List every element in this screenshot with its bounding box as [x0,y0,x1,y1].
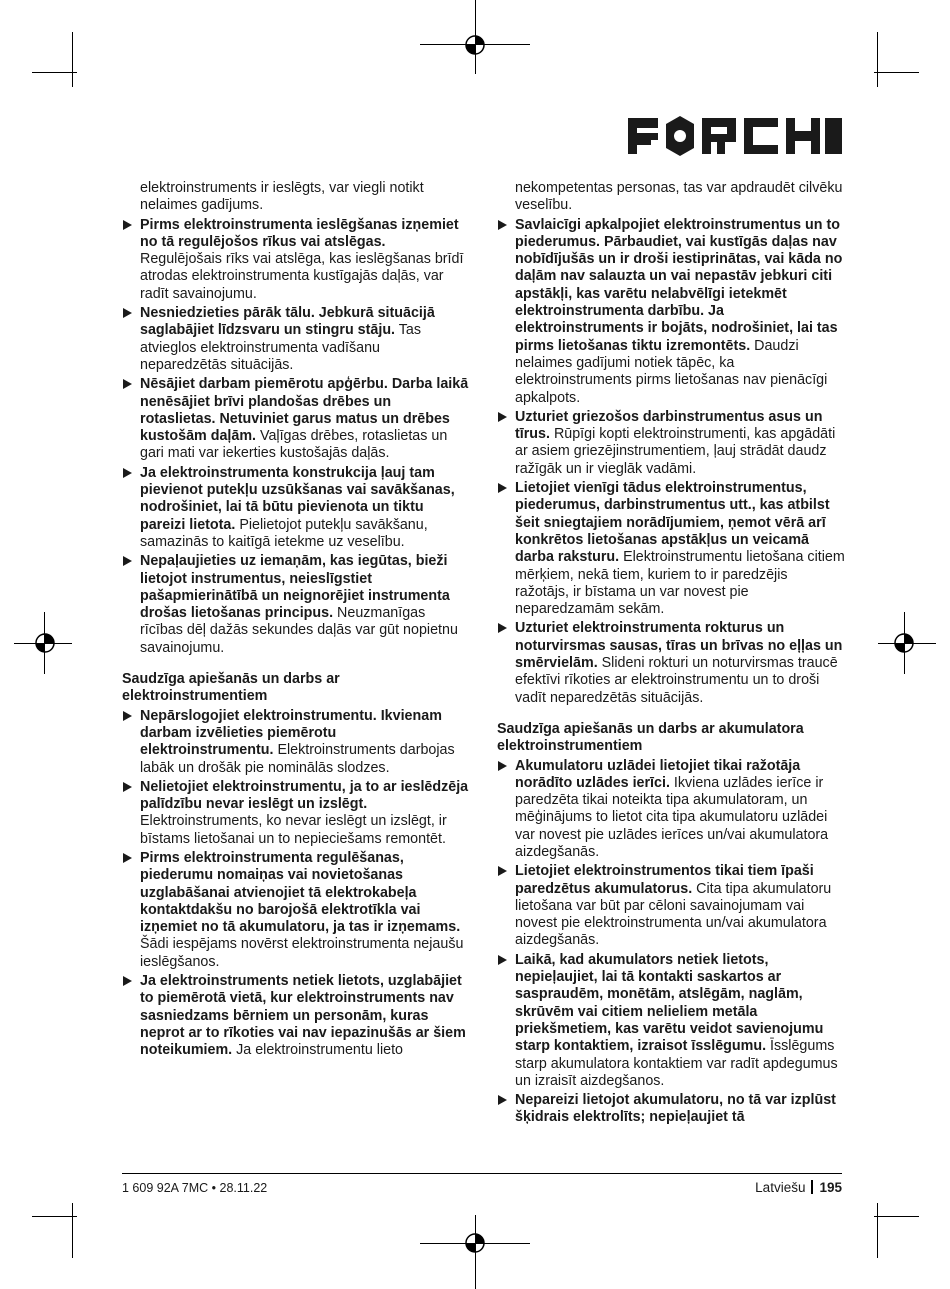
crop-mark [874,72,919,73]
page-number: 195 [819,1180,842,1195]
list-item: Lietojiet elektroinstrumentos tikai tiem īpaši paredzētus akumulatorus. Cita tipa akumulatoru lietošana var būt par cēloni savainojumam vai novest pie elektroinstrumenta un/vai akumulatora aizdegšanās. [497,863,845,949]
list-item: Lietojiet vienīgi tādus elektroinstrumentus, piederumus, darbinstrumentus utt., kas atbilst šeit sniegtajiem norādījumiem, ņemot vērā arī konkrētos lietošanas apstākļus un veicamā darba raksturu. Elektroinstrumentu lietošana citiem mērķiem, nekā tiem, kuriem to ir paredzējis ražotājs, ir bīstama un var novest pie neparedzamām sekām. [497,480,845,618]
list-item: Uzturiet elektroinstrumenta rokturus un noturvirsmas sausas, tīras un brīvas no eļļas un smērvielām. Slideni rokturi un noturvirsmas traucē efektīvi rīkoties ar elektroinstrumentu un to droši vadīt neparedzētās situācijās. [497,620,845,706]
registration-mark-icon [889,628,919,658]
crop-mark [877,1203,878,1258]
crop-mark [32,72,77,73]
list-item: Pirms elektroinstrumenta ieslēgšanas izņemiet no tā regulējošos rīkus vai atslēgas. Regulējošais rīks vai atslēga, kas ieslēgšanas brīdī atrodas elektroinstrumenta kustīgajās daļās, var radīt savainojumu. [122,217,470,303]
registration-mark-icon [460,30,490,60]
bullet-arrow-icon [498,220,507,230]
footer-rule [122,1173,842,1174]
section-heading: Saudzīga apiešanās un darbs ar elektroinstrumentiem [122,671,340,705]
list-item: Nepārslogojiet elektroinstrumentu. Ikvienam darbam izvēlieties piemērotu elektroinstrumentu. Elektroinstruments darbojas labāk un drošāk pie nominālās slodzes. [122,708,470,777]
bullet-arrow-icon [498,623,507,633]
continuation-text: nekompetentas personas, tas var apdraudēt cilvēku veselību. [515,180,843,214]
bullet-arrow-icon [123,556,132,566]
bullet-arrow-icon [123,220,132,230]
list-item: Nelietojiet elektroinstrumentu, ja to ar ieslēdzēja palīdzību nevar ieslēgt un izslēgt. Elektroinstruments, ko nevar ieslēgt un izslēgt, ir bīstams lietošanai un to nepieciešams remontēt. [122,779,470,848]
bullet-arrow-icon [498,866,507,876]
section-heading: Saudzīga apiešanās un darbs ar akumulatora elektroinstrumentiem [497,720,804,755]
list-item: Savlaicīgi apkalpojiet elektroinstrumentus un to piederumus. Pārbaudiet, vai kustīgās daļas nav nobīdījušās un ir droši iestiprinātas, vai kāda no daļām nav salauzta un vai nepastāv jebkuri citi apstākļi, kas varētu nelabvēlīgi ietekmēt elektroinstrumenta darbību. Ja elektroinstruments ir bojāts, nodrošiniet, lai tas pirms lietošanas tiktu izremontēts. Daudzi nelaimes gadījumi notiek tāpēc, ka elektroinstruments pirms lietošanas nav pienācīgi apkalpots. [497,217,845,407]
bullet-arrow-icon [123,308,132,318]
footer-separator [811,1180,813,1194]
crop-mark [874,1216,919,1217]
doc-code: 1 609 92A 7MC • 28.11.22 [122,1181,268,1195]
list-item: Pirms elektroinstrumenta regulēšanas, piederumu nomaiņas vai novietošanas uzglabāšanai atvienojiet tā elektrokabeļa kontaktdakšu no barojošā elektrotīkla vai izņemiet no tā akumulatoru, ja tas ir izņemams. Šādi iespējams novērst elektroinstrumenta nejaušu ieslēgšanos. [122,850,470,971]
crop-mark [72,32,73,87]
forch-logo [628,116,842,156]
registration-mark-icon [460,1228,490,1258]
right-column [497,180,845,1129]
crop-mark [32,1216,77,1217]
bullet-arrow-icon [498,412,507,422]
bullet-arrow-icon [123,468,132,478]
list-item: Ja elektroinstruments netiek lietots, uzglabājiet to piemērotā vietā, kur elektroinstruments nav sasniedzams bērniem un personām, kuras neprot ar to rīkoties vai nav iepazinušās ar šiem noteikumiem. Ja elektroinstrumentu lieto [122,973,470,1059]
left-column [122,180,470,1062]
list-item: Laikā, kad akumulators netiek lietots, nepieļaujiet, lai tā kontakti saskartos ar saspraudēm, monētām, atslēgām, naglām, skrūvēm vai citiem nelieliem metāla priekšmetiem, kas varētu veidot savienojumu starp kontaktiem, izraisot īsslēgumu. Īsslēgums starp akumulatora kontaktiem var radīt apdegumus un izraisīt aizdegšanos. [497,952,845,1090]
page-footer [755,1180,842,1195]
bullet-arrow-icon [498,955,507,965]
list-item: Nēsājiet darbam piemērotu apģērbu. Darba laikā nenēsājiet brīvi plandošas drēbes un rotaslietas. Netuviniet garus matus un drēbes kustošām daļām. Vaļīgas drēbes, rotaslietas un gari mati var iekerties kustošajās daļās. [122,376,470,462]
crop-mark [72,1203,73,1258]
registration-mark-icon [30,628,60,658]
bullet-arrow-icon [498,761,507,771]
bullet-arrow-icon [123,976,132,986]
bullet-arrow-icon [123,711,132,721]
list-item: Akumulatoru uzlādei lietojiet tikai ražotāja norādīto uzlādes ierīci. Ikviena uzlādes ierīce ir paredzēta tikai noteikta tipa akumulatoram, un mēģinājums to lietot cita tipa akumulatoru uzlādei var novest pie uzlādes ierīces un/vai akumulatora aizdegšanās. [497,758,845,862]
list-item: Nepaļaujieties uz iemaņām, kas iegūtas, bieži lietojot instrumentus, neieslīgstiet pašapmierinātībā un neignorējiet instrumenta drošas lietošanas principus. Neuzmanīgas rīcības dēļ dažās sekundes daļās var gūt nopietnu savainojumu. [122,553,470,657]
list-item: Ja elektroinstrumenta konstrukcija ļauj tam pievienot putekļu uzsūkšanas vai savākšanas, nodrošiniet, lai tā būtu pievienota un tiktu pareizi lietota. Pielietojot putekļu savākšanu, samazinās to kaitīgā ietekme uz veselību. [122,465,470,551]
list-item: Nesniedzieties pārāk tālu. Jebkurā situācijā saglabājiet līdzsvaru un stingru stāju. Tas atvieglos elektroinstrumenta vadīšanu neparedzētās situācijās. [122,305,470,374]
bullet-arrow-icon [498,483,507,493]
crop-mark [877,32,878,87]
list-item: Uzturiet griezošos darbinstrumentus asus un tīrus. Rūpīgi kopti elektroinstrumenti, kas apgādāti ar asiem griezējinstrumentiem, ļauj strādāt daudz ražīgāk un ir vieglāk vadāmi. [497,409,845,478]
continuation-text: elektroinstruments ir ieslēgts, var viegli notikt nelaimes gadījums. [140,180,424,214]
bullet-arrow-icon [498,1095,507,1105]
bullet-arrow-icon [123,782,132,792]
bullet-arrow-icon [123,379,132,389]
language-label: Latviešu [755,1180,806,1195]
bullet-arrow-icon [123,853,132,863]
list-item: Nepareizi lietojot akumulatoru, no tā var izplūst šķidrais elektrolīts; nepieļaujiet tā [497,1092,845,1127]
